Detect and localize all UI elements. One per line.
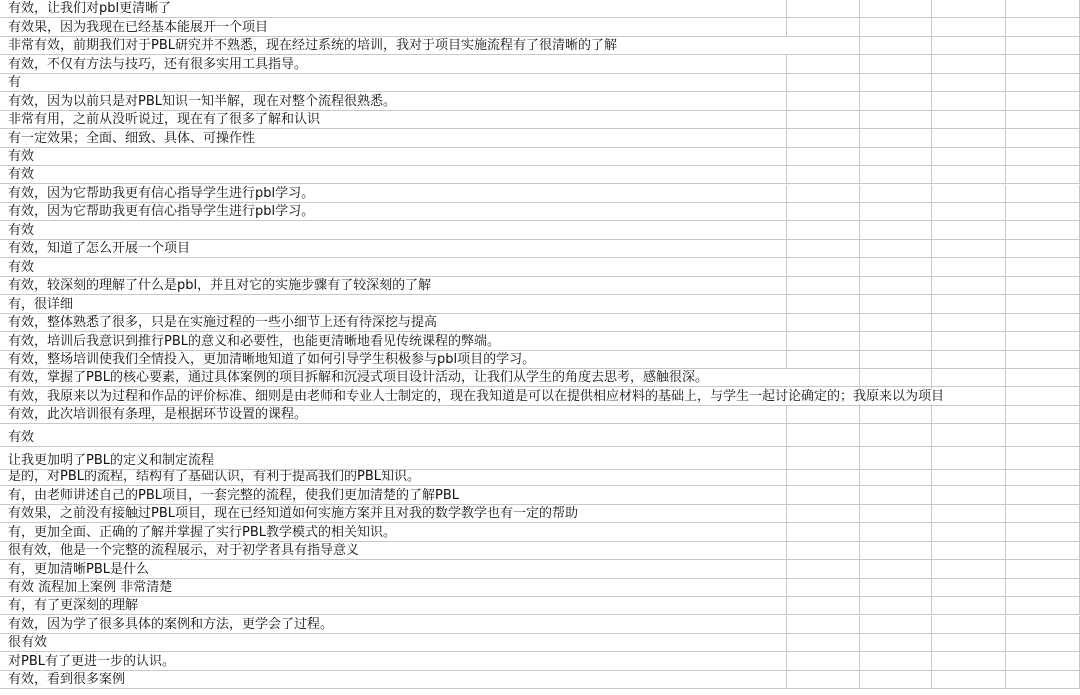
cell-empty[interactable]	[932, 406, 1006, 423]
cell-response[interactable]	[0, 332, 787, 349]
table-row	[0, 258, 1080, 276]
cell-empty[interactable]	[860, 634, 932, 651]
cell-empty[interactable]	[860, 55, 932, 72]
cell-empty[interactable]	[1006, 523, 1080, 540]
cell-empty[interactable]	[932, 185, 1006, 202]
cell-response[interactable]	[0, 560, 787, 577]
cell-empty[interactable]	[787, 18, 860, 35]
cell-empty[interactable]	[787, 447, 860, 469]
cell-empty[interactable]	[932, 295, 1006, 312]
cell-response[interactable]	[0, 18, 787, 35]
cell-empty[interactable]	[1006, 671, 1080, 688]
cell-empty[interactable]	[860, 203, 932, 220]
cell-empty[interactable]	[932, 240, 1006, 257]
cell-empty[interactable]	[1006, 166, 1080, 183]
cell-empty[interactable]	[932, 505, 1006, 522]
table-row	[0, 351, 1080, 369]
cell-empty[interactable]	[1006, 148, 1080, 165]
cell-empty[interactable]	[1006, 369, 1080, 386]
table-row	[0, 129, 1080, 147]
cell-empty[interactable]	[787, 0, 860, 17]
cell-empty[interactable]	[860, 560, 932, 577]
table-row	[0, 579, 1080, 597]
cell-response[interactable]	[0, 166, 787, 183]
cell-response[interactable]	[0, 203, 787, 220]
table-row	[0, 505, 1080, 523]
cell-text: 有效，此次培训很有条理，是根据环节设置的课程。	[8, 407, 308, 423]
cell-empty[interactable]	[1006, 447, 1080, 469]
cell-response[interactable]	[0, 523, 787, 540]
cell-empty[interactable]	[1006, 486, 1080, 503]
table-row	[0, 424, 1080, 447]
cell-empty[interactable]	[860, 295, 932, 312]
cell-empty[interactable]	[1006, 652, 1080, 669]
cell-empty[interactable]	[932, 37, 1006, 54]
cell-response[interactable]	[0, 221, 787, 238]
cell-text: 非常有用，之前从没听说过，现在有了很多了解和认识	[8, 112, 321, 128]
cell-response[interactable]	[0, 597, 787, 614]
cell-text: 有效	[8, 430, 35, 446]
cell-empty[interactable]	[787, 148, 860, 165]
cell-empty[interactable]	[860, 369, 932, 386]
cell-empty[interactable]	[1006, 597, 1080, 614]
cell-empty[interactable]	[1006, 424, 1080, 446]
cell-response[interactable]	[0, 129, 787, 146]
cell-empty[interactable]	[932, 369, 1006, 386]
cell-empty[interactable]	[787, 523, 860, 540]
cell-empty[interactable]	[1006, 185, 1080, 202]
cell-response[interactable]	[0, 671, 787, 688]
cell-empty[interactable]	[787, 129, 860, 146]
cell-text: 有效果，之前没有接触过PBL项目，现在已经知道如何实施方案并且对我的数学教学也有一定的帮助	[8, 506, 579, 522]
cell-response[interactable]	[0, 447, 787, 469]
cell-text: 有效，因为它帮助我更有信心指导学生进行pbl学习。	[8, 185, 315, 201]
cell-empty[interactable]	[860, 486, 932, 503]
cell-text: 有，更加清晰PBL是什么	[8, 561, 150, 577]
cell-empty[interactable]	[1006, 258, 1080, 275]
table-row	[0, 111, 1080, 129]
table-row	[0, 634, 1080, 652]
cell-text: 非常有效，前期我们对于PBL研究并不熟悉，现在经过系统的培训，我对于项目实施流程有了很清晰的了解	[8, 38, 618, 54]
table-row	[0, 277, 1080, 295]
cell-response[interactable]	[0, 542, 787, 559]
cell-empty[interactable]	[1006, 203, 1080, 220]
cell-response[interactable]	[0, 406, 787, 423]
cell-empty[interactable]	[1006, 634, 1080, 651]
table-row	[0, 369, 1080, 387]
cell-empty[interactable]	[787, 424, 860, 446]
cell-empty[interactable]	[787, 369, 860, 386]
cell-text: 是的，对PBL的流程，结构有了基础认识，有利于提高我们的PBL知识。	[8, 470, 421, 485]
table-row	[0, 523, 1080, 541]
cell-empty[interactable]	[1006, 579, 1080, 596]
cell-empty[interactable]	[932, 332, 1006, 349]
cell-response[interactable]	[0, 92, 787, 109]
cell-empty[interactable]	[932, 486, 1006, 503]
cell-empty[interactable]	[1006, 351, 1080, 368]
cell-empty[interactable]	[860, 221, 932, 238]
cell-empty[interactable]	[1006, 542, 1080, 559]
cell-empty[interactable]	[1006, 314, 1080, 331]
cell-empty[interactable]	[1006, 560, 1080, 577]
cell-empty[interactable]	[787, 277, 860, 294]
cell-text: 有效	[8, 167, 35, 183]
cell-empty[interactable]	[787, 258, 860, 275]
cell-empty[interactable]	[1006, 406, 1080, 423]
table-row	[0, 671, 1080, 689]
cell-empty[interactable]	[932, 203, 1006, 220]
cell-response[interactable]	[0, 111, 787, 128]
cell-empty[interactable]	[860, 18, 932, 35]
cell-text: 有效，因为它帮助我更有信心指导学生进行pbl学习。	[8, 204, 315, 220]
cell-empty[interactable]	[787, 221, 860, 238]
cell-empty[interactable]	[860, 148, 932, 165]
cell-empty[interactable]	[860, 406, 932, 423]
cell-empty[interactable]	[860, 332, 932, 349]
cell-empty[interactable]	[932, 542, 1006, 559]
cell-empty[interactable]	[787, 351, 860, 368]
cell-empty[interactable]	[1006, 616, 1080, 633]
table-row	[0, 332, 1080, 350]
cell-response[interactable]	[0, 277, 787, 294]
table-row	[0, 185, 1080, 203]
cell-empty[interactable]	[860, 542, 932, 559]
cell-empty[interactable]	[787, 406, 860, 423]
cell-empty[interactable]	[787, 671, 860, 688]
cell-empty[interactable]	[932, 221, 1006, 238]
cell-response[interactable]	[0, 0, 787, 17]
table-row	[0, 221, 1080, 239]
cell-empty[interactable]	[860, 505, 932, 522]
cell-empty[interactable]	[860, 597, 932, 614]
table-row	[0, 447, 1080, 470]
cell-empty[interactable]	[787, 185, 860, 202]
cell-empty[interactable]	[860, 92, 932, 109]
cell-empty[interactable]	[787, 74, 860, 91]
table-row	[0, 37, 1080, 55]
cell-text: 很有效，他是一个完整的流程展示，对于初学者具有指导意义	[8, 543, 360, 559]
cell-response[interactable]	[0, 616, 787, 633]
table-row	[0, 148, 1080, 166]
cell-text: 有效	[8, 222, 35, 238]
cell-text: 有效，看到很多案例	[8, 672, 126, 688]
cell-empty[interactable]	[932, 523, 1006, 540]
cell-text: 有，更加全面、正确的了解并掌握了实行PBL教学模式的相关知识。	[8, 524, 397, 540]
table-row	[0, 597, 1080, 615]
cell-response[interactable]	[0, 351, 787, 368]
cell-empty[interactable]	[1006, 18, 1080, 35]
cell-text: 有效，掌握了PBL的核心要素，通过具体案例的项目拆解和沉浸式项目设计活动，让我们从学生的角度去思考，感触很深。	[8, 370, 709, 386]
cell-empty[interactable]	[1006, 277, 1080, 294]
table-row	[0, 542, 1080, 560]
cell-empty[interactable]	[932, 92, 1006, 109]
cell-text: 有，很详细	[8, 296, 74, 312]
cell-empty[interactable]	[787, 332, 860, 349]
cell-empty[interactable]	[860, 314, 932, 331]
cell-empty[interactable]	[787, 203, 860, 220]
cell-response[interactable]	[0, 240, 787, 257]
cell-empty[interactable]	[787, 240, 860, 257]
cell-empty[interactable]	[787, 55, 860, 72]
cell-text: 有效，我原来以为过程和作品的评价标准、细则是由老师和专业人士制定的，现在我知道是可以在提供相应材料的基础上，与学生一起讨论确定的；我原来以为项目	[8, 388, 945, 404]
cell-response[interactable]	[0, 486, 787, 503]
cell-empty[interactable]	[860, 470, 932, 485]
table-row	[0, 0, 1080, 18]
cell-response[interactable]	[0, 185, 787, 202]
table-row	[0, 470, 1080, 486]
cell-empty[interactable]	[1006, 221, 1080, 238]
cell-empty[interactable]	[1006, 0, 1080, 17]
cell-empty[interactable]	[932, 560, 1006, 577]
cell-empty[interactable]	[787, 295, 860, 312]
cell-response[interactable]	[0, 369, 787, 386]
cell-text: 有一定效果；全面、细致、具体、可操作性	[8, 130, 256, 146]
cell-empty[interactable]	[787, 314, 860, 331]
cell-response[interactable]	[0, 148, 787, 165]
table-row	[0, 486, 1080, 504]
cell-response[interactable]	[0, 470, 787, 485]
cell-empty[interactable]	[860, 652, 932, 669]
cell-text: 有效，不仅有方法与技巧，还有很多实用工具指导。	[8, 56, 308, 72]
cell-empty[interactable]	[860, 351, 932, 368]
table-row	[0, 560, 1080, 578]
table-row	[0, 387, 1080, 405]
cell-empty[interactable]	[787, 486, 860, 503]
cell-response[interactable]	[0, 634, 787, 651]
table-row	[0, 92, 1080, 110]
cell-response[interactable]	[0, 314, 787, 331]
cell-empty[interactable]	[860, 129, 932, 146]
cell-text: 有效，整场培训使我们全情投入，更加清晰地知道了如何引导学生积极参与pbl项目的学习。	[8, 351, 536, 367]
cell-response[interactable]	[0, 579, 787, 596]
cell-empty[interactable]	[860, 185, 932, 202]
table-row	[0, 295, 1080, 313]
cell-empty[interactable]	[860, 671, 932, 688]
table-row	[0, 240, 1080, 258]
cell-empty[interactable]	[787, 542, 860, 559]
cell-empty[interactable]	[1006, 240, 1080, 257]
cell-response[interactable]	[0, 505, 787, 522]
table-row	[0, 166, 1080, 184]
cell-empty[interactable]	[932, 424, 1006, 446]
cell-empty[interactable]	[1006, 295, 1080, 312]
cell-empty[interactable]	[932, 74, 1006, 91]
cell-empty[interactable]	[932, 55, 1006, 72]
cell-empty[interactable]	[787, 470, 860, 485]
cell-empty[interactable]	[932, 597, 1006, 614]
cell-empty[interactable]	[932, 616, 1006, 633]
cell-empty[interactable]	[860, 240, 932, 257]
cell-empty[interactable]	[1006, 37, 1080, 54]
table-row	[0, 616, 1080, 634]
cell-response[interactable]	[0, 74, 787, 91]
cell-empty[interactable]	[932, 351, 1006, 368]
cell-empty[interactable]	[1006, 111, 1080, 128]
table-row	[0, 203, 1080, 221]
cell-empty[interactable]	[1006, 332, 1080, 349]
cell-text: 有效	[8, 149, 35, 165]
cell-empty[interactable]	[787, 111, 860, 128]
cell-empty[interactable]	[1006, 55, 1080, 72]
cell-empty[interactable]	[787, 579, 860, 596]
cell-text: 很有效	[8, 635, 48, 651]
cell-empty[interactable]	[1006, 92, 1080, 109]
cell-text: 有，有了更深刻的理解	[8, 598, 139, 614]
cell-empty[interactable]	[932, 277, 1006, 294]
cell-text: 有效，培训后我意识到推行PBL的意义和必要性，也能更清晰地看见传统课程的弊端。	[8, 333, 501, 349]
cell-empty[interactable]	[860, 0, 932, 17]
cell-text: 有效果，因为我现在已经基本能展开一个项目	[8, 19, 269, 35]
cell-text: 有，由老师讲述自己的PBL项目，一套完整的流程，使我们更加清楚的了解PBL	[8, 487, 460, 503]
cell-response[interactable]	[0, 258, 787, 275]
table-row	[0, 18, 1080, 36]
cell-empty[interactable]	[932, 258, 1006, 275]
cell-empty[interactable]	[860, 616, 932, 633]
cell-empty[interactable]	[860, 111, 932, 128]
cell-empty[interactable]	[932, 470, 1006, 485]
cell-empty[interactable]	[932, 18, 1006, 35]
cell-empty[interactable]	[787, 92, 860, 109]
cell-empty[interactable]	[860, 523, 932, 540]
cell-text: 有效，让我们对pbl更清晰了	[8, 1, 172, 17]
cell-empty[interactable]	[1006, 387, 1080, 404]
cell-text: 对PBL有了更进一步的认识。	[8, 653, 176, 669]
cell-empty[interactable]	[932, 111, 1006, 128]
cell-text: 有	[8, 75, 22, 91]
cell-empty[interactable]	[860, 424, 932, 446]
cell-empty[interactable]	[860, 447, 932, 469]
cell-empty[interactable]	[860, 258, 932, 275]
cell-empty[interactable]	[932, 148, 1006, 165]
cell-empty[interactable]	[932, 579, 1006, 596]
cell-response[interactable]	[0, 55, 787, 72]
cell-empty[interactable]	[860, 277, 932, 294]
cell-empty[interactable]	[787, 166, 860, 183]
table-row	[0, 74, 1080, 92]
cell-empty[interactable]	[932, 447, 1006, 469]
cell-empty[interactable]	[787, 505, 860, 522]
cell-empty[interactable]	[787, 652, 860, 669]
cell-empty[interactable]	[932, 129, 1006, 146]
cell-empty[interactable]	[787, 597, 860, 614]
cell-empty[interactable]	[787, 37, 860, 54]
cell-empty[interactable]	[787, 634, 860, 651]
cell-empty[interactable]	[787, 560, 860, 577]
cell-response[interactable]	[0, 387, 945, 404]
cell-text: 有效，因为以前只是对PBL知识一知半解，现在对整个流程很熟悉。	[8, 93, 397, 109]
cell-text: 有效 流程加上案例 非常清楚	[8, 580, 173, 596]
table-row	[0, 406, 1080, 424]
cell-empty[interactable]	[932, 671, 1006, 688]
cell-empty[interactable]	[860, 37, 932, 54]
cell-empty[interactable]	[860, 166, 932, 183]
cell-empty[interactable]	[860, 74, 932, 91]
cell-empty[interactable]	[932, 314, 1006, 331]
cell-text: 有效，整体熟悉了很多，只是在实施过程的一些小细节上还有待深挖与提高	[8, 315, 438, 331]
cell-text: 有效，知道了怎么开展一个项目	[8, 241, 191, 257]
cell-empty[interactable]	[932, 166, 1006, 183]
cell-response[interactable]	[0, 652, 787, 669]
table-row	[0, 314, 1080, 332]
cell-text: 有效，较深刻的理解了什么是pbl，并且对它的实施步骤有了较深刻的了解	[8, 278, 432, 294]
cell-text: 有效	[8, 259, 35, 275]
table-row	[0, 652, 1080, 670]
cell-text: 有效，因为学了很多具体的案例和方法，更学会了过程。	[8, 616, 334, 632]
cell-empty[interactable]	[932, 0, 1006, 17]
cell-response[interactable]	[0, 424, 787, 446]
cell-empty[interactable]	[1006, 129, 1080, 146]
cell-empty[interactable]	[1006, 505, 1080, 522]
cell-text: 让我更加明了PBL的定义和制定流程	[8, 453, 215, 469]
cell-empty[interactable]	[860, 579, 932, 596]
cell-empty[interactable]	[787, 616, 860, 633]
table-row	[0, 55, 1080, 73]
cell-empty[interactable]	[932, 634, 1006, 651]
cell-response[interactable]	[0, 37, 787, 54]
cell-empty[interactable]	[1006, 74, 1080, 91]
cell-empty[interactable]	[1006, 470, 1080, 485]
cell-empty[interactable]	[932, 652, 1006, 669]
cell-response[interactable]	[0, 295, 787, 312]
